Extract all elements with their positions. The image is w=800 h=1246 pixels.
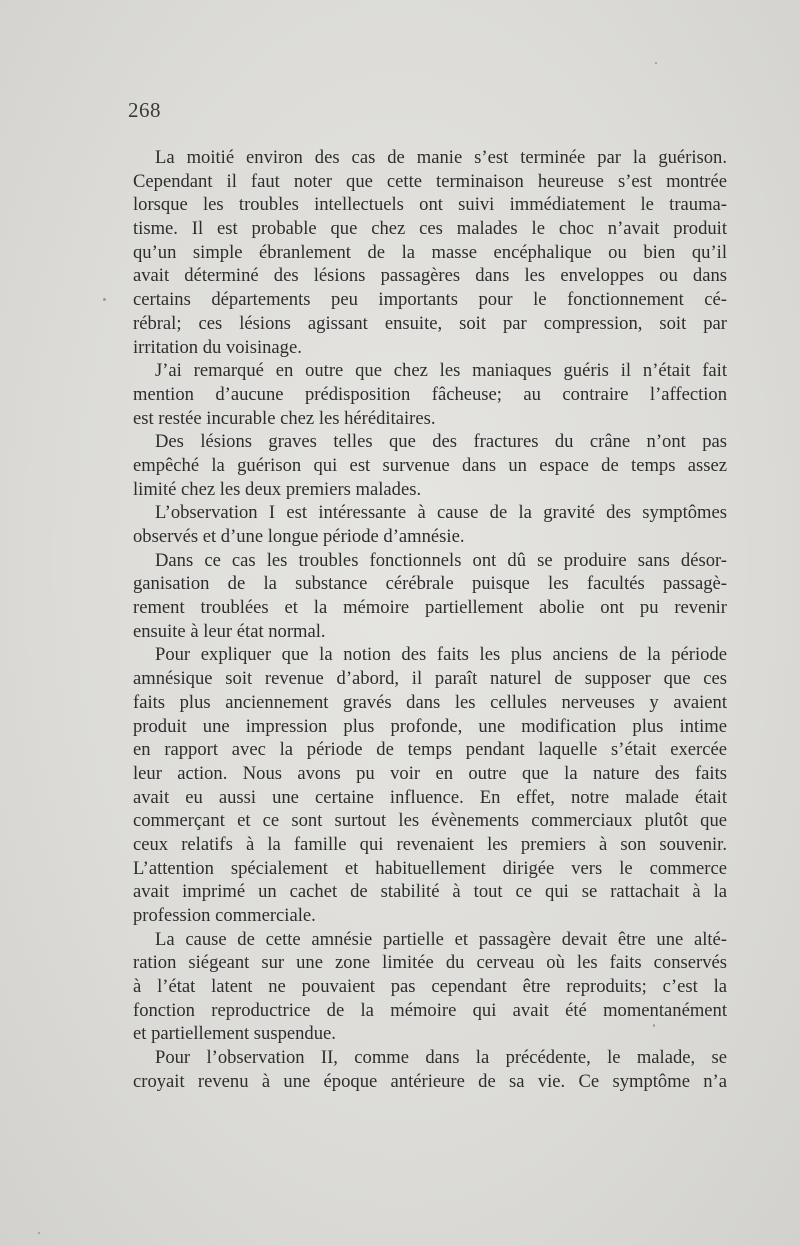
text-line: fonction reproductrice de la mémoire qui avait été momentanément	[133, 999, 727, 1021]
text-line: leur action. Nous avons pu voir en outre que la nature des faits	[133, 762, 727, 784]
text-line: amnésique soit revenue d’abord, il paraît naturel de supposer que ces	[133, 668, 727, 690]
paragraph	[133, 1046, 727, 1093]
text-line: La cause de cette amnésie partielle et passagère devait être une alté-	[155, 928, 727, 950]
text-line: croyait revenu à une époque antérieure de sa vie. Ce symptôme n’a	[133, 1070, 727, 1092]
text-line: est restée incurable chez les héréditaires.	[133, 407, 436, 429]
text-line: L’attention spécialement et habituellement dirigée vers le commerce	[133, 857, 727, 879]
text-line: empêché la guérison qui est survenue dans un espace de temps assez	[133, 454, 727, 476]
paragraph	[133, 430, 727, 501]
text-line: Des lésions graves telles que des fractures du crâne n’ont pas	[155, 431, 727, 453]
paper-speck	[38, 1232, 40, 1234]
text-line: produit une impression plus profonde, une modification plus intime	[133, 715, 727, 737]
paragraph	[133, 928, 727, 1046]
paragraph	[133, 549, 727, 644]
text-line: tisme. Il est probable que chez ces malades le choc n’avait produit	[133, 218, 727, 240]
text-line: avait imprimé un cachet de stabilité à tout ce qui se rattachait à la	[133, 881, 727, 903]
text-line: observés et d’une longue période d’amnésie.	[133, 526, 465, 547]
text-line: avait eu aussi une certaine influence. En effet, notre malade était	[133, 786, 727, 808]
paragraph	[133, 501, 727, 548]
text-line: ration siégeant sur une zone limitée du cerveau où les faits conservés	[133, 952, 727, 974]
text-line: qu’un simple ébranlement de la masse encéphalique ou bien qu’il	[133, 241, 727, 263]
text-line: en rapport avec la période de temps pendant laquelle s’était exercée	[133, 739, 727, 761]
paper-speck	[655, 62, 657, 64]
text-line: rébral; ces lésions agissant ensuite, soit par compression, soit par	[133, 312, 727, 334]
page-number: 268	[128, 98, 161, 122]
text-line: Pour l’observation II, comme dans la précédente, le malade, se	[155, 1047, 727, 1069]
paragraph	[133, 359, 727, 430]
text-line: rement troublées et la mémoire partiellement abolie ont pu revenir	[133, 597, 727, 619]
paper-speck	[103, 298, 106, 301]
text-line: et partiellement suspendue.	[133, 1023, 336, 1045]
paper-speck	[653, 1024, 655, 1027]
text-line: Cependant il faut noter que cette terminaison heureuse s’est montrée	[133, 170, 727, 192]
text-line: profession commerciale.	[133, 905, 316, 926]
paragraph	[133, 643, 727, 927]
text-line: Pour expliquer que la notion des faits les plus anciens de la période	[155, 644, 727, 666]
text-line: lorsque les troubles intellectuels ont suivi immédiatement le trauma-	[133, 194, 727, 216]
text-line: ganisation de la substance cérébrale puisque les facultés passagè-	[133, 573, 727, 595]
text-line: faits plus anciennement gravés dans les cellules nerveuses y avaient	[133, 691, 727, 713]
text-line: J’ai remarqué en outre que chez les maniaques guéris il n’était fait	[155, 360, 727, 382]
text-line: limité chez les deux premiers malades.	[133, 478, 422, 500]
text-line: ensuite à leur état normal.	[133, 620, 326, 642]
text-line: à l’état latent ne pouvaient pas cependant être reproduits; c’est la	[133, 976, 727, 998]
text-line: mention d’aucune prédisposition fâcheuse; au contraire l’affection	[133, 383, 727, 405]
text-line: Dans ce cas les troubles fonctionnels ont dû se produire sans désor-	[155, 549, 727, 571]
text-line: ceux relatifs à la famille qui revenaient les premiers à son souvenir.	[133, 833, 727, 855]
text-line: L’observation I est intéressante à cause de la gravité des symptômes	[155, 502, 727, 524]
text-line: irritation du voisinage.	[133, 336, 302, 358]
text-line: avait déterminé des lésions passagères dans les enveloppes ou dans	[133, 265, 727, 287]
paragraph	[133, 146, 727, 359]
body-text	[133, 146, 727, 1094]
text-line: commerçant et ce sont surtout les évènements commerciaux plutôt que	[133, 810, 727, 832]
text-line: certains départements peu importants pour le fonctionnement cé-	[133, 289, 727, 311]
text-line: La moitié environ des cas de manie s’est terminée par la guérison.	[155, 147, 727, 168]
